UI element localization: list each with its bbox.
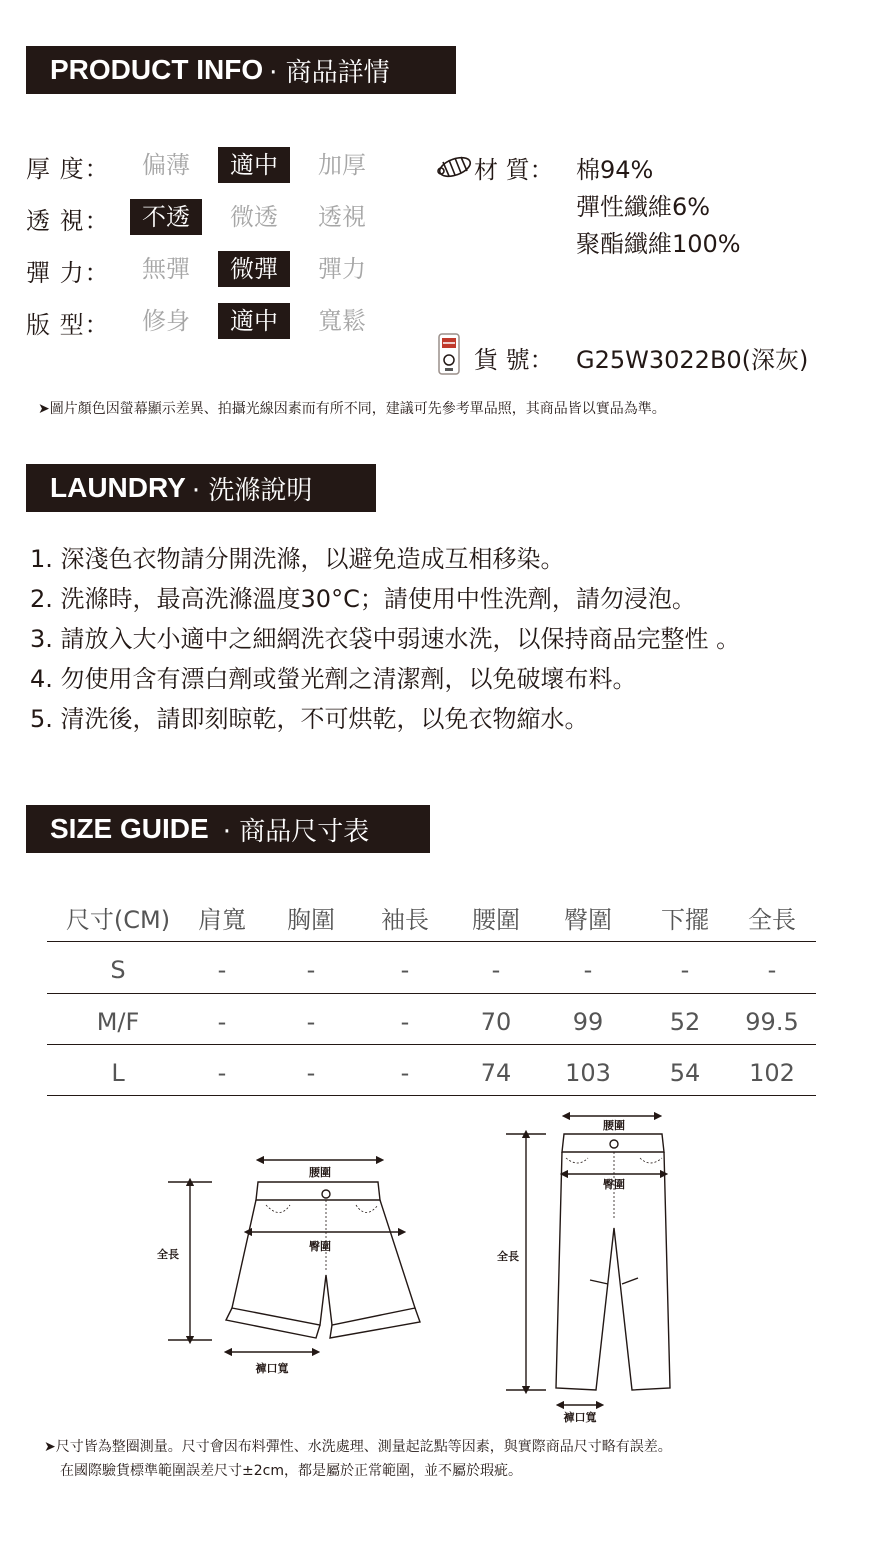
pants-diagram xyxy=(490,1108,710,1423)
size-cell: 99 xyxy=(572,1008,604,1036)
property-option: 透視 xyxy=(318,203,366,231)
property-option-selected: 適中 xyxy=(218,147,290,183)
laundry-item: 1. 深淺色衣物請分開洗滌，以避免造成互相移染。 xyxy=(30,545,565,573)
size-cell: - xyxy=(217,1008,227,1036)
size-cell: 102 xyxy=(749,1059,795,1087)
size-cell: - xyxy=(400,956,410,984)
size-header: 尺寸(CM) xyxy=(65,906,171,934)
size-header: 下擺 xyxy=(661,906,709,934)
laundry-list xyxy=(30,539,740,739)
shorts-length-label: 全長 xyxy=(157,1248,179,1261)
property-option-selected: 不透 xyxy=(130,199,202,235)
pants-length-label: 全長 xyxy=(497,1250,519,1263)
property-label: 版 型： xyxy=(26,311,110,339)
table-rule xyxy=(47,941,816,942)
size-row-label: M/F xyxy=(96,1008,140,1036)
size-guide-title-en: SIZE GUIDE xyxy=(50,813,209,844)
size-cell: 103 xyxy=(565,1059,611,1087)
table-rule xyxy=(47,993,816,994)
size-cell: 52 xyxy=(669,1008,701,1036)
table-rule xyxy=(47,1044,816,1045)
size-header: 臀圍 xyxy=(564,906,612,934)
property-option: 寬鬆 xyxy=(318,307,366,335)
laundry-item: 3. 請放入大小適中之細網洗衣袋中弱速水洗，以保持商品完整性 。 xyxy=(30,625,741,653)
size-cell: - xyxy=(400,1059,410,1087)
size-header: 腰圍 xyxy=(472,906,520,934)
size-cell: - xyxy=(306,956,316,984)
property-option: 無彈 xyxy=(142,255,190,283)
size-cell: - xyxy=(680,956,690,984)
size-guide-banner xyxy=(26,805,430,853)
sku-label: 貨 號： xyxy=(474,346,554,374)
shorts-diagram xyxy=(140,1150,440,1400)
property-option: 彈力 xyxy=(318,255,366,283)
laundry-title-zh: · 洗滌說明 xyxy=(191,475,313,506)
thread-icon xyxy=(435,153,475,185)
laundry-item: 4. 勿使用含有漂白劑或螢光劑之清潔劑，以免破壞布料。 xyxy=(30,665,637,693)
property-label: 透 視： xyxy=(26,207,110,235)
material-line-3: 聚酯纖維100% xyxy=(576,230,741,258)
size-cell: 99.5 xyxy=(745,1008,799,1036)
size-row-label: S xyxy=(110,956,126,984)
laundry-banner xyxy=(26,464,376,512)
pants-hem-label: 褲口寬 xyxy=(563,1411,597,1423)
property-option: 微透 xyxy=(230,203,278,231)
property-option-selected: 微彈 xyxy=(218,251,290,287)
tag-icon xyxy=(436,332,462,380)
size-header: 全長 xyxy=(748,906,796,934)
table-rule xyxy=(47,1095,816,1096)
product-info-title-zh: · 商品詳情 xyxy=(269,57,390,88)
material-label: 材 質： xyxy=(474,156,554,184)
material-line-1: 棉94% xyxy=(576,156,654,184)
product-info-banner xyxy=(26,46,456,94)
shorts-hem-label: 褲口寬 xyxy=(255,1362,289,1375)
size-row-label: L xyxy=(111,1059,125,1087)
size-cell: 70 xyxy=(480,1008,512,1036)
property-option: 修身 xyxy=(142,307,190,335)
product-info-note: ➤圖片顏色因螢幕顯示差異、拍攝光線因素而有所不同，建議可先參考單品照，其商品皆以實品為準。 xyxy=(38,401,666,417)
laundry-item: 2. 洗滌時，最高洗滌溫度30°C；請使用中性洗劑，請勿浸泡。 xyxy=(30,585,696,613)
size-cell: - xyxy=(400,1008,410,1036)
size-cell: - xyxy=(767,956,777,984)
size-cell: - xyxy=(583,956,593,984)
product-info-title-en: PRODUCT INFO xyxy=(50,54,264,85)
size-note-1: ➤尺寸皆為整圈測量。尺寸會因布料彈性、水洗處理、測量起訖點等因素，與實際商品尺寸略有誤差。 xyxy=(44,1439,672,1455)
size-cell: - xyxy=(217,1059,227,1087)
size-header: 袖長 xyxy=(381,906,429,934)
size-header: 胸圍 xyxy=(287,906,335,934)
property-label: 彈 力： xyxy=(26,259,110,287)
property-option: 加厚 xyxy=(318,151,366,179)
size-header: 肩寬 xyxy=(198,906,246,934)
laundry-title-en: LAUNDRY xyxy=(50,472,186,503)
size-cell: - xyxy=(217,956,227,984)
size-cell: - xyxy=(306,1008,316,1036)
pants-hip-label: 臀圍 xyxy=(603,1178,625,1191)
shorts-waist-label: 腰圍 xyxy=(309,1166,331,1179)
property-option: 偏薄 xyxy=(142,151,190,179)
pants-waist-label: 腰圍 xyxy=(603,1119,625,1132)
material-line-2: 彈性纖維6% xyxy=(576,193,711,221)
sku-value: G25W3022B0(深灰) xyxy=(576,346,809,374)
size-cell: - xyxy=(306,1059,316,1087)
size-cell: 74 xyxy=(480,1059,512,1087)
size-note-2: 在國際驗貨標準範圍誤差尺寸±2cm，都是屬於正常範圍，並不屬於瑕疵。 xyxy=(60,1463,522,1479)
size-cell: 54 xyxy=(669,1059,701,1087)
shorts-hip-label: 臀圍 xyxy=(309,1240,331,1253)
property-option-selected: 適中 xyxy=(218,303,290,339)
laundry-item: 5. 清洗後，請即刻晾乾，不可烘乾，以免衣物縮水。 xyxy=(30,705,589,733)
size-guide-title-zh: · 商品尺寸表 xyxy=(222,816,370,847)
size-cell: - xyxy=(491,956,501,984)
property-label: 厚 度： xyxy=(26,155,110,183)
